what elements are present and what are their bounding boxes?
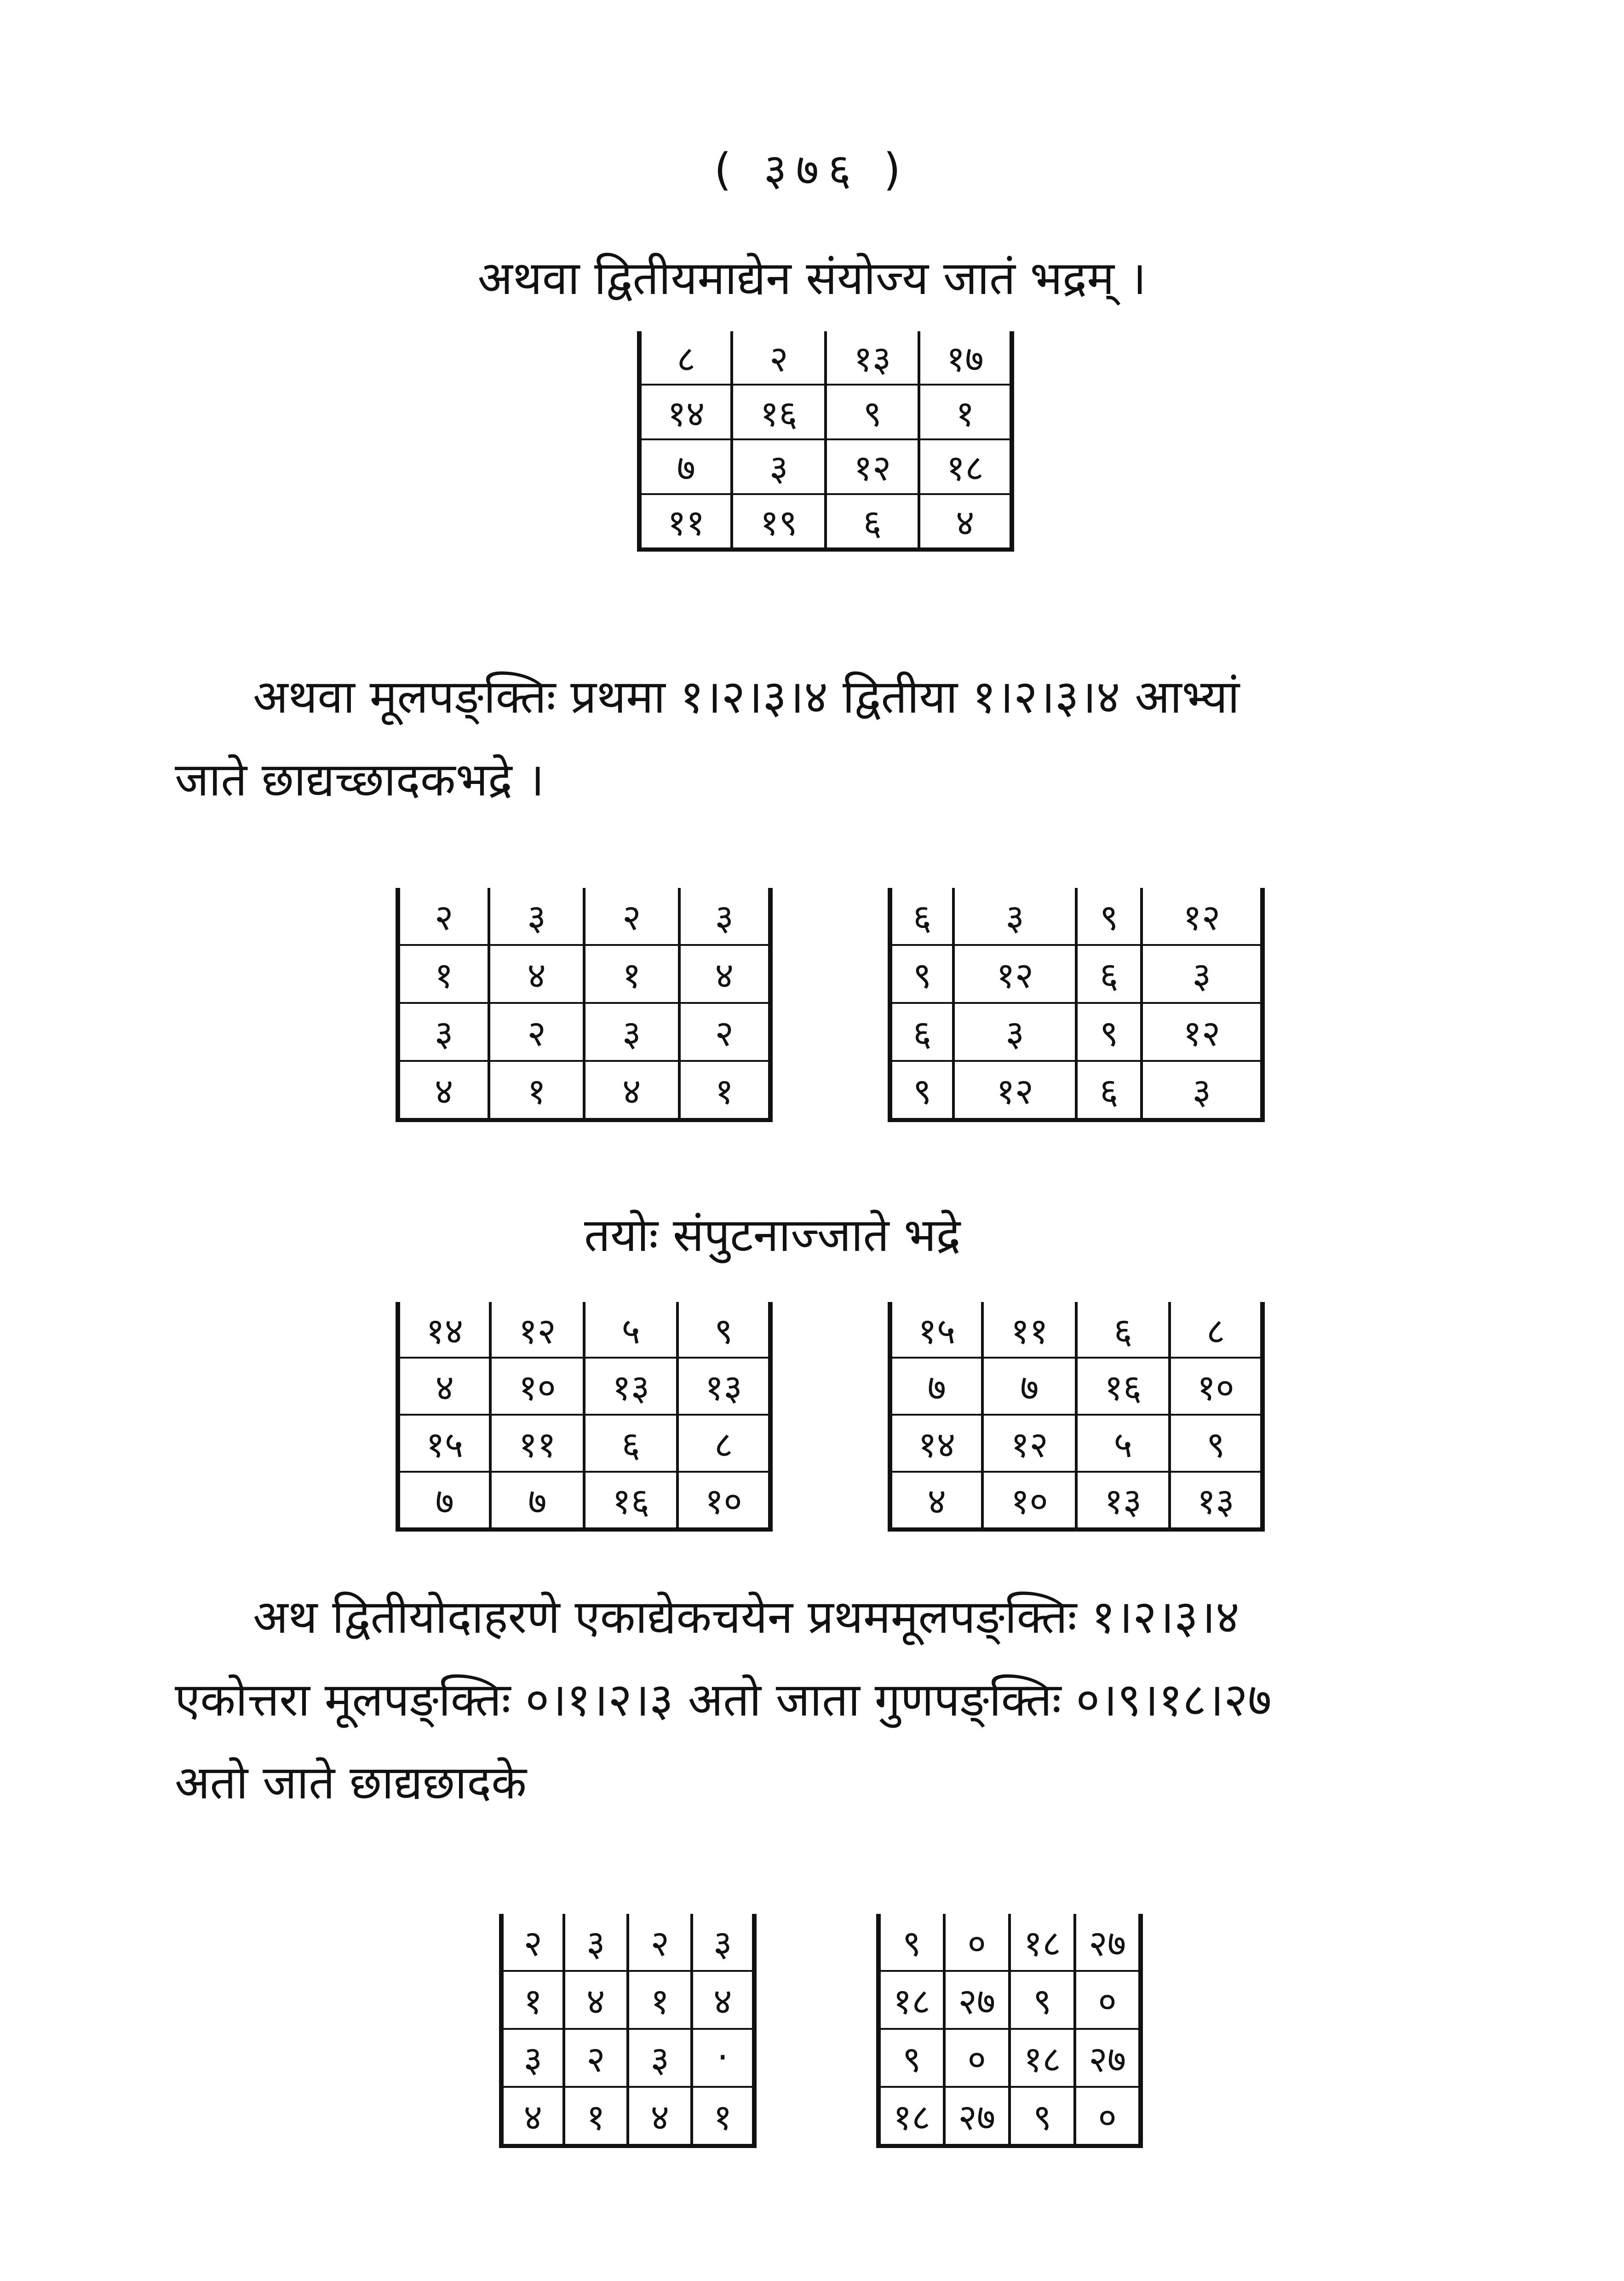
grid-row [504,1914,752,1971]
paragraph-2-line-1: अथ द्वितीयोदाहरणे एकाद्येकचयेन प्रथममूलपङ्क्तिः १।२।३।४ [253,1590,1240,1644]
grid-cell: ११ [490,1415,584,1472]
magic-square-2-right-table [892,888,1260,1118]
magic-square-1-table [642,331,1010,547]
magic-square-3-left-table [400,1302,768,1527]
magic-square-3-right-table [892,1302,1260,1527]
grid-row [892,1358,1260,1415]
magic-square-2-left-table [400,888,768,1118]
grid-cell: ९ [1076,1003,1142,1061]
paragraph-1-line-1: अथवा मूलपङ्क्तिः प्रथमा १।२।३।४ द्वितीया १।२।३।४ आभ्यां [253,670,1240,724]
grid-cell: १८ [1010,1914,1075,1971]
grid-cell: ३ [953,888,1076,945]
grid-cell: ३ [489,888,584,945]
grid-cell: १० [982,1472,1076,1527]
grid-cell: ३ [628,2029,692,2087]
grid-cell: ९ [1010,2087,1075,2144]
grid-cell: ३ [400,1003,489,1061]
grid-cell: १२ [1142,1003,1260,1061]
heading-1: अथवा द्वितीयमाद्येन संयोज्य जातं भद्रम् । [477,251,1147,305]
grid-cell: ९ [892,1061,953,1118]
magic-square-2-left [396,888,773,1122]
grid-cell: २ [523,1923,543,1964]
grid-cell: ० [944,2029,1010,2087]
grid-cell: ६ [1076,1302,1170,1358]
grid-cell: ७ [400,1472,490,1527]
grid-cell: ८ [677,1415,768,1472]
grid-cell: ३ [584,1003,679,1061]
grid-row [400,1415,768,1472]
grid-cell: १० [490,1358,584,1415]
grid-cell: ९ [1076,888,1142,945]
grid-cell: ९ [677,1302,768,1358]
grid-cell: ६ [584,1415,678,1472]
paragraph-1-line-2: जाते छाद्यच्छादकभद्रे । [175,753,545,806]
grid-cell: ४ [919,494,1010,547]
grid-row [892,1472,1260,1527]
grid-cell: १४ [426,1310,464,1352]
grid-row [892,1415,1260,1472]
magic-square-2-right [888,888,1265,1122]
grid-cell: १३ [1170,1472,1260,1527]
grid-cell: १८ [919,439,1010,494]
grid-cell: ० [1075,1971,1138,2029]
grid-cell: ४ [584,1061,679,1118]
grid-row [642,385,1010,439]
grid-cell: ९ [892,945,953,1003]
grid-cell: २ [564,2029,628,2087]
grid-cell: १६ [732,385,826,439]
grid-row [400,1061,768,1118]
grid-cell: ३ [953,1003,1076,1061]
grid-cell: १ [584,945,679,1003]
grid-cell: ४ [628,2087,692,2144]
grid-cell: १४ [642,385,732,439]
grid-cell: ९ [902,1923,921,1964]
grid-row [642,439,1010,494]
grid-cell: ८ [677,339,696,380]
magic-square-4-right-table [881,1914,1138,2144]
grid-row [892,1061,1260,1118]
grid-row [400,1358,768,1415]
grid-cell: ६ [1076,1061,1142,1118]
grid-row [400,888,768,945]
grid-cell: १० [1170,1358,1260,1415]
grid-cell: १८ [1010,2029,1075,2087]
magic-square-1 [637,331,1014,552]
grid-row [892,1003,1260,1061]
grid-cell: २७ [1075,2029,1138,2087]
grid-cell: २७ [1075,1914,1138,1971]
grid-cell: १२ [982,1415,1076,1472]
grid-cell: १३ [677,1358,768,1415]
grid-cell: ३ [679,888,768,945]
grid-cell: १७ [919,331,1010,385]
grid-cell: ७ [982,1358,1076,1415]
grid-cell: ४ [692,1971,752,2029]
grid-cell: ७ [892,1358,982,1415]
grid-cell: ४ [564,1971,628,2029]
grid-cell: २ [732,331,826,385]
grid-cell: २ [584,888,679,945]
grid-cell: १ [628,1971,692,2029]
paragraph-2-line-3: अतो जाते छाद्यछादके [175,1756,527,1809]
grid-cell: ६ [826,494,919,547]
grid-cell: १५ [400,1415,490,1472]
grid-cell: ४ [504,2087,564,2144]
grid-cell: ९ [826,385,919,439]
grid-row [881,2029,1138,2087]
grid-row [504,2029,752,2087]
grid-cell: १२ [953,1061,1076,1118]
grid-cell: २ [489,1003,584,1061]
grid-cell: ८ [1170,1302,1260,1358]
grid-cell: ७ [490,1472,584,1527]
heading-2: तयोः संपुटनाज्जाते भद्रे [584,1208,961,1262]
page-number: ( ३७६ ) [714,144,910,196]
grid-row [642,331,1010,385]
grid-cell: १ [504,1971,564,2029]
grid-cell: १ [919,385,1010,439]
grid-row [504,1971,752,2029]
magic-square-4-left-table [504,1914,752,2144]
grid-cell: ६ [1076,945,1142,1003]
grid-row [400,1302,768,1358]
grid-cell: १२ [953,945,1076,1003]
grid-row [892,945,1260,1003]
grid-cell: ९ [1170,1415,1260,1472]
grid-cell: १ [564,2087,628,2144]
grid-row [400,945,768,1003]
grid-cell: १ [679,1061,768,1118]
grid-cell: २७ [944,2087,1010,2144]
grid-row [400,1003,768,1061]
grid-row [881,2087,1138,2144]
grid-cell: २ [628,1914,692,1971]
grid-row [892,888,1260,945]
grid-cell: १२ [826,439,919,494]
grid-row [400,1472,768,1527]
grid-cell: १२ [490,1302,584,1358]
grid-cell: ३ [1142,1061,1260,1118]
grid-cell: ११ [642,494,732,547]
grid-cell: १ [489,1061,584,1118]
grid-cell: २ [434,897,453,939]
grid-cell: १ [692,2087,752,2144]
grid-cell: २ [679,1003,768,1061]
grid-cell: ३ [504,2029,564,2087]
grid-cell: १ [400,945,489,1003]
grid-cell: ६ [912,897,932,939]
grid-cell: १२ [1142,888,1260,945]
grid-cell: १९ [732,494,826,547]
magic-square-3-right [888,1302,1265,1532]
grid-cell: १५ [918,1310,956,1352]
grid-cell: ११ [982,1302,1076,1358]
grid-cell: १३ [1076,1472,1170,1527]
grid-row [881,1914,1138,1971]
grid-cell: ४ [892,1472,982,1527]
grid-cell: १६ [584,1472,678,1527]
grid-row [892,1302,1260,1358]
grid-cell: १८ [881,1971,944,2029]
grid-cell: ६ [892,1003,953,1061]
grid-cell: ३ [692,1914,752,1971]
grid-row [504,2087,752,2144]
grid-cell: ३ [732,439,826,494]
grid-cell: ९ [881,2029,944,2087]
grid-cell: ० [944,1914,1010,1971]
grid-cell: ७ [642,439,732,494]
paragraph-2-line-2: एकोत्तरा मूलपङ्क्तिः ०।१।२।३ अतो जाता गुणपङ्क्तिः ०।९।१८।२७ [175,1673,1272,1727]
grid-cell: ५ [584,1302,678,1358]
grid-cell: १८ [881,2087,944,2144]
grid-cell: ३ [1142,945,1260,1003]
magic-square-3-left [396,1302,773,1532]
grid-cell: १३ [826,331,919,385]
grid-cell: ४ [400,1061,489,1118]
grid-cell: १० [677,1472,768,1527]
grid-row [881,1971,1138,2029]
magic-square-4-right [876,1914,1143,2148]
grid-cell: १३ [584,1358,678,1415]
grid-row [642,494,1010,547]
grid-cell: ५ [1076,1415,1170,1472]
grid-cell: ३ [564,1914,628,1971]
grid-cell: ४ [679,945,768,1003]
grid-cell: १४ [892,1415,982,1472]
grid-cell: २७ [944,1971,1010,2029]
magic-square-4-left [499,1914,757,2148]
grid-cell: ९ [1010,1971,1075,2029]
grid-cell: ४ [489,945,584,1003]
grid-cell: १६ [1076,1358,1170,1415]
grid-cell: ० [1075,2087,1138,2144]
grid-cell: ४ [400,1358,490,1415]
grid-cell: · [692,2029,752,2087]
